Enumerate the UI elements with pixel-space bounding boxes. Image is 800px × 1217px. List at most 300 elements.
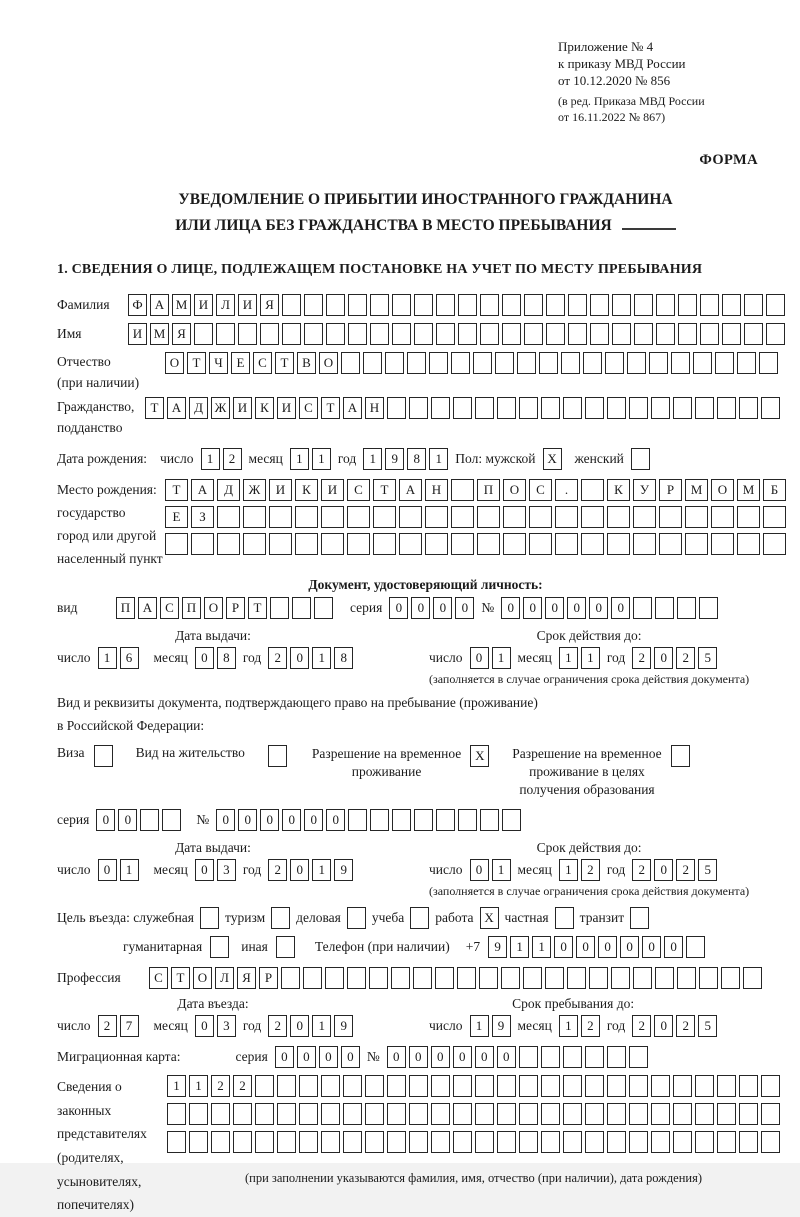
char-cell[interactable]: Ч — [209, 352, 228, 374]
char-cell[interactable]: 0 — [453, 1046, 472, 1068]
tourism-checkbox[interactable] — [271, 907, 290, 929]
char-cell[interactable] — [436, 809, 455, 831]
char-cell[interactable]: 2 — [233, 1075, 252, 1097]
char-cell[interactable]: 0 — [470, 647, 489, 669]
char-cell[interactable] — [629, 1131, 648, 1153]
char-cell[interactable]: Т — [275, 352, 294, 374]
char-cell[interactable]: 0 — [96, 809, 115, 831]
char-cell[interactable]: 7 — [120, 1015, 139, 1037]
char-cell[interactable]: 0 — [290, 859, 309, 881]
char-cell[interactable] — [763, 506, 786, 528]
char-cell[interactable]: С — [253, 352, 272, 374]
char-cell[interactable]: 1 — [312, 859, 331, 881]
char-cell[interactable]: 0 — [501, 597, 520, 619]
char-cell[interactable]: С — [160, 597, 179, 619]
char-cell[interactable] — [568, 294, 587, 316]
char-cell[interactable] — [255, 1103, 274, 1125]
char-cell[interactable]: 1 — [120, 859, 139, 881]
char-cell[interactable] — [347, 506, 370, 528]
char-cell[interactable] — [211, 1103, 230, 1125]
char-cell[interactable]: С — [149, 967, 168, 989]
char-cell[interactable]: Т — [165, 479, 188, 501]
char-cell[interactable] — [655, 597, 674, 619]
official-checkbox[interactable] — [200, 907, 219, 929]
char-cell[interactable]: А — [167, 397, 186, 419]
male-checkbox[interactable]: X — [543, 448, 562, 470]
char-cell[interactable] — [541, 397, 560, 419]
char-cell[interactable] — [387, 1075, 406, 1097]
char-cell[interactable]: О — [204, 597, 223, 619]
char-cell[interactable] — [519, 1075, 538, 1097]
char-cell[interactable] — [387, 397, 406, 419]
char-cell[interactable] — [673, 1103, 692, 1125]
char-cell[interactable] — [649, 352, 668, 374]
char-cell[interactable]: Н — [425, 479, 448, 501]
char-cell[interactable] — [347, 533, 370, 555]
char-cell[interactable] — [475, 1131, 494, 1153]
char-cell[interactable] — [743, 967, 762, 989]
char-cell[interactable] — [431, 1103, 450, 1125]
char-cell[interactable] — [585, 1131, 604, 1153]
char-cell[interactable]: П — [477, 479, 500, 501]
char-cell[interactable]: 0 — [455, 597, 474, 619]
char-cell[interactable] — [766, 323, 785, 345]
char-cell[interactable]: И — [233, 397, 252, 419]
char-cell[interactable] — [321, 1075, 340, 1097]
char-cell[interactable] — [457, 967, 476, 989]
char-cell[interactable]: Я — [237, 967, 256, 989]
char-cell[interactable] — [292, 597, 311, 619]
char-cell[interactable]: К — [255, 397, 274, 419]
char-cell[interactable]: И — [269, 479, 292, 501]
char-cell[interactable]: 1 — [363, 448, 382, 470]
char-cell[interactable]: 1 — [581, 647, 600, 669]
char-cell[interactable]: 2 — [268, 859, 287, 881]
char-cell[interactable]: Ж — [211, 397, 230, 419]
char-cell[interactable]: 6 — [120, 647, 139, 669]
char-cell[interactable] — [165, 533, 188, 555]
char-cell[interactable]: 0 — [554, 936, 573, 958]
char-cell[interactable] — [759, 352, 778, 374]
char-cell[interactable]: И — [194, 294, 213, 316]
char-cell[interactable]: А — [191, 479, 214, 501]
char-cell[interactable]: 2 — [268, 1015, 287, 1037]
char-cell[interactable] — [546, 323, 565, 345]
char-cell[interactable] — [529, 506, 552, 528]
char-cell[interactable] — [656, 323, 675, 345]
other-checkbox[interactable] — [276, 936, 295, 958]
char-cell[interactable]: Д — [217, 479, 240, 501]
char-cell[interactable]: Ф — [128, 294, 147, 316]
char-cell[interactable]: А — [138, 597, 157, 619]
char-cell[interactable] — [766, 294, 785, 316]
char-cell[interactable]: В — [297, 352, 316, 374]
char-cell[interactable] — [451, 479, 474, 501]
char-cell[interactable]: 1 — [189, 1075, 208, 1097]
char-cell[interactable] — [678, 294, 697, 316]
char-cell[interactable] — [370, 294, 389, 316]
char-cell[interactable]: А — [399, 479, 422, 501]
char-cell[interactable]: 0 — [238, 809, 257, 831]
char-cell[interactable]: 0 — [275, 1046, 294, 1068]
char-cell[interactable] — [365, 1131, 384, 1153]
char-cell[interactable] — [365, 1103, 384, 1125]
char-cell[interactable] — [425, 533, 448, 555]
char-cell[interactable] — [458, 323, 477, 345]
char-cell[interactable] — [451, 506, 474, 528]
char-cell[interactable] — [711, 506, 734, 528]
char-cell[interactable]: М — [685, 479, 708, 501]
char-cell[interactable] — [627, 352, 646, 374]
business-checkbox[interactable] — [347, 907, 366, 929]
char-cell[interactable]: 1 — [559, 1015, 578, 1037]
char-cell[interactable] — [429, 352, 448, 374]
char-cell[interactable]: 1 — [312, 1015, 331, 1037]
char-cell[interactable]: Д — [189, 397, 208, 419]
char-cell[interactable]: 2 — [676, 1015, 695, 1037]
char-cell[interactable] — [581, 479, 604, 501]
char-cell[interactable] — [737, 352, 756, 374]
char-cell[interactable] — [217, 506, 240, 528]
char-cell[interactable] — [590, 323, 609, 345]
char-cell[interactable] — [503, 533, 526, 555]
char-cell[interactable]: П — [182, 597, 201, 619]
char-cell[interactable] — [761, 1075, 780, 1097]
char-cell[interactable]: 5 — [698, 647, 717, 669]
char-cell[interactable] — [722, 323, 741, 345]
char-cell[interactable] — [348, 294, 367, 316]
char-cell[interactable] — [611, 967, 630, 989]
char-cell[interactable] — [451, 352, 470, 374]
char-cell[interactable] — [605, 352, 624, 374]
char-cell[interactable]: 1 — [510, 936, 529, 958]
char-cell[interactable]: Т — [373, 479, 396, 501]
char-cell[interactable] — [341, 352, 360, 374]
char-cell[interactable] — [585, 397, 604, 419]
char-cell[interactable]: 1 — [98, 647, 117, 669]
char-cell[interactable]: 0 — [598, 936, 617, 958]
char-cell[interactable] — [399, 533, 422, 555]
char-cell[interactable] — [633, 506, 656, 528]
char-cell[interactable] — [563, 1075, 582, 1097]
char-cell[interactable] — [373, 533, 396, 555]
char-cell[interactable] — [321, 533, 344, 555]
char-cell[interactable] — [392, 323, 411, 345]
char-cell[interactable]: Р — [259, 967, 278, 989]
char-cell[interactable]: О — [503, 479, 526, 501]
char-cell[interactable]: 0 — [290, 1015, 309, 1037]
char-cell[interactable] — [561, 352, 580, 374]
char-cell[interactable] — [304, 323, 323, 345]
char-cell[interactable] — [321, 506, 344, 528]
char-cell[interactable] — [585, 1103, 604, 1125]
char-cell[interactable] — [436, 294, 455, 316]
char-cell[interactable] — [325, 967, 344, 989]
char-cell[interactable]: 1 — [201, 448, 220, 470]
char-cell[interactable]: З — [191, 506, 214, 528]
char-cell[interactable] — [140, 809, 159, 831]
char-cell[interactable] — [385, 352, 404, 374]
char-cell[interactable] — [277, 1131, 296, 1153]
char-cell[interactable]: М — [172, 294, 191, 316]
char-cell[interactable] — [695, 1103, 714, 1125]
char-cell[interactable] — [761, 1103, 780, 1125]
char-cell[interactable] — [270, 597, 289, 619]
char-cell[interactable] — [585, 1075, 604, 1097]
char-cell[interactable]: С — [299, 397, 318, 419]
char-cell[interactable] — [295, 506, 318, 528]
char-cell[interactable]: Т — [187, 352, 206, 374]
char-cell[interactable] — [737, 533, 760, 555]
char-cell[interactable]: Р — [659, 479, 682, 501]
char-cell[interactable] — [314, 597, 333, 619]
residence-permit-checkbox[interactable] — [268, 745, 287, 767]
char-cell[interactable] — [685, 506, 708, 528]
char-cell[interactable]: 0 — [470, 859, 489, 881]
char-cell[interactable]: 0 — [282, 809, 301, 831]
char-cell[interactable]: 2 — [632, 1015, 651, 1037]
char-cell[interactable] — [255, 1075, 274, 1097]
char-cell[interactable]: Т — [171, 967, 190, 989]
char-cell[interactable]: 0 — [387, 1046, 406, 1068]
char-cell[interactable] — [524, 294, 543, 316]
char-cell[interactable] — [497, 1103, 516, 1125]
char-cell[interactable]: 0 — [654, 1015, 673, 1037]
char-cell[interactable] — [634, 294, 653, 316]
char-cell[interactable] — [348, 323, 367, 345]
char-cell[interactable] — [721, 967, 740, 989]
char-cell[interactable]: 0 — [545, 597, 564, 619]
char-cell[interactable] — [695, 397, 714, 419]
char-cell[interactable]: 9 — [334, 859, 353, 881]
char-cell[interactable]: 0 — [319, 1046, 338, 1068]
char-cell[interactable]: Я — [172, 323, 191, 345]
char-cell[interactable] — [216, 323, 235, 345]
char-cell[interactable]: Л — [215, 967, 234, 989]
char-cell[interactable] — [629, 1075, 648, 1097]
char-cell[interactable] — [458, 294, 477, 316]
char-cell[interactable] — [589, 967, 608, 989]
char-cell[interactable] — [563, 397, 582, 419]
char-cell[interactable] — [524, 323, 543, 345]
char-cell[interactable] — [722, 294, 741, 316]
char-cell[interactable] — [612, 294, 631, 316]
char-cell[interactable] — [373, 506, 396, 528]
char-cell[interactable]: 9 — [385, 448, 404, 470]
char-cell[interactable]: . — [555, 479, 578, 501]
char-cell[interactable] — [387, 1131, 406, 1153]
char-cell[interactable]: К — [607, 479, 630, 501]
char-cell[interactable]: 0 — [431, 1046, 450, 1068]
char-cell[interactable]: 0 — [475, 1046, 494, 1068]
char-cell[interactable]: Я — [260, 294, 279, 316]
char-cell[interactable] — [744, 294, 763, 316]
char-cell[interactable] — [607, 1131, 626, 1153]
char-cell[interactable]: 1 — [492, 859, 511, 881]
char-cell[interactable]: 0 — [216, 809, 235, 831]
char-cell[interactable]: 8 — [407, 448, 426, 470]
char-cell[interactable] — [495, 352, 514, 374]
char-cell[interactable]: 0 — [304, 809, 323, 831]
char-cell[interactable] — [700, 323, 719, 345]
char-cell[interactable] — [453, 397, 472, 419]
study-checkbox[interactable] — [410, 907, 429, 929]
char-cell[interactable]: 0 — [389, 597, 408, 619]
char-cell[interactable] — [497, 1075, 516, 1097]
char-cell[interactable]: У — [633, 479, 656, 501]
char-cell[interactable]: 8 — [334, 647, 353, 669]
char-cell[interactable] — [763, 533, 786, 555]
char-cell[interactable] — [633, 967, 652, 989]
char-cell[interactable] — [167, 1103, 186, 1125]
char-cell[interactable] — [673, 397, 692, 419]
char-cell[interactable] — [583, 352, 602, 374]
char-cell[interactable] — [693, 352, 712, 374]
char-cell[interactable] — [480, 809, 499, 831]
char-cell[interactable] — [695, 1131, 714, 1153]
char-cell[interactable]: И — [321, 479, 344, 501]
char-cell[interactable] — [295, 533, 318, 555]
char-cell[interactable] — [409, 1075, 428, 1097]
char-cell[interactable]: 3 — [217, 1015, 236, 1037]
work-checkbox[interactable]: X — [480, 907, 499, 929]
char-cell[interactable] — [633, 597, 652, 619]
char-cell[interactable]: 0 — [195, 859, 214, 881]
char-cell[interactable] — [321, 1131, 340, 1153]
char-cell[interactable]: О — [165, 352, 184, 374]
char-cell[interactable]: 5 — [698, 859, 717, 881]
char-cell[interactable] — [563, 1046, 582, 1068]
char-cell[interactable]: 2 — [676, 859, 695, 881]
char-cell[interactable] — [519, 397, 538, 419]
char-cell[interactable] — [243, 533, 266, 555]
char-cell[interactable]: 1 — [492, 647, 511, 669]
char-cell[interactable] — [699, 597, 718, 619]
char-cell[interactable] — [453, 1075, 472, 1097]
char-cell[interactable] — [392, 809, 411, 831]
char-cell[interactable] — [409, 1131, 428, 1153]
char-cell[interactable] — [651, 1075, 670, 1097]
char-cell[interactable] — [502, 809, 521, 831]
char-cell[interactable]: 0 — [576, 936, 595, 958]
char-cell[interactable] — [480, 323, 499, 345]
char-cell[interactable]: 0 — [523, 597, 542, 619]
char-cell[interactable]: 0 — [118, 809, 137, 831]
char-cell[interactable] — [191, 533, 214, 555]
char-cell[interactable] — [737, 506, 760, 528]
char-cell[interactable] — [629, 1103, 648, 1125]
char-cell[interactable] — [436, 323, 455, 345]
char-cell[interactable] — [414, 294, 433, 316]
char-cell[interactable]: 0 — [642, 936, 661, 958]
char-cell[interactable]: 1 — [470, 1015, 489, 1037]
char-cell[interactable] — [501, 967, 520, 989]
char-cell[interactable] — [503, 506, 526, 528]
char-cell[interactable]: 1 — [559, 859, 578, 881]
char-cell[interactable] — [233, 1103, 252, 1125]
char-cell[interactable]: 0 — [497, 1046, 516, 1068]
char-cell[interactable] — [189, 1131, 208, 1153]
char-cell[interactable]: 8 — [217, 647, 236, 669]
char-cell[interactable] — [282, 323, 301, 345]
char-cell[interactable] — [541, 1103, 560, 1125]
char-cell[interactable] — [435, 967, 454, 989]
char-cell[interactable] — [299, 1075, 318, 1097]
char-cell[interactable] — [409, 397, 428, 419]
char-cell[interactable] — [717, 1075, 736, 1097]
char-cell[interactable]: И — [238, 294, 257, 316]
char-cell[interactable] — [739, 397, 758, 419]
char-cell[interactable] — [211, 1131, 230, 1153]
char-cell[interactable]: 0 — [195, 647, 214, 669]
char-cell[interactable] — [238, 323, 257, 345]
char-cell[interactable]: 0 — [433, 597, 452, 619]
char-cell[interactable] — [194, 323, 213, 345]
char-cell[interactable]: 0 — [195, 1015, 214, 1037]
char-cell[interactable]: 2 — [676, 647, 695, 669]
char-cell[interactable] — [546, 294, 565, 316]
char-cell[interactable] — [523, 967, 542, 989]
char-cell[interactable] — [217, 533, 240, 555]
char-cell[interactable] — [673, 1131, 692, 1153]
char-cell[interactable] — [414, 323, 433, 345]
char-cell[interactable] — [167, 1131, 186, 1153]
char-cell[interactable]: Ж — [243, 479, 266, 501]
char-cell[interactable]: А — [343, 397, 362, 419]
char-cell[interactable] — [651, 397, 670, 419]
char-cell[interactable]: Л — [216, 294, 235, 316]
char-cell[interactable] — [475, 1075, 494, 1097]
private-checkbox[interactable] — [555, 907, 574, 929]
char-cell[interactable] — [162, 809, 181, 831]
char-cell[interactable] — [717, 1131, 736, 1153]
edu-permit-checkbox[interactable] — [671, 745, 690, 767]
char-cell[interactable]: П — [116, 597, 135, 619]
char-cell[interactable] — [651, 1103, 670, 1125]
humanitarian-checkbox[interactable] — [210, 936, 229, 958]
char-cell[interactable]: 0 — [98, 859, 117, 881]
char-cell[interactable] — [695, 1075, 714, 1097]
char-cell[interactable] — [744, 323, 763, 345]
char-cell[interactable]: 0 — [620, 936, 639, 958]
char-cell[interactable] — [739, 1103, 758, 1125]
char-cell[interactable] — [563, 1131, 582, 1153]
char-cell[interactable]: 9 — [334, 1015, 353, 1037]
char-cell[interactable] — [761, 1131, 780, 1153]
char-cell[interactable]: Т — [145, 397, 164, 419]
char-cell[interactable] — [233, 1131, 252, 1153]
char-cell[interactable] — [699, 967, 718, 989]
char-cell[interactable]: 0 — [654, 647, 673, 669]
char-cell[interactable]: Е — [231, 352, 250, 374]
char-cell[interactable] — [299, 1103, 318, 1125]
char-cell[interactable] — [678, 323, 697, 345]
char-cell[interactable]: 2 — [223, 448, 242, 470]
char-cell[interactable] — [677, 597, 696, 619]
char-cell[interactable] — [326, 323, 345, 345]
char-cell[interactable] — [659, 506, 682, 528]
char-cell[interactable]: 0 — [260, 809, 279, 831]
char-cell[interactable] — [269, 506, 292, 528]
char-cell[interactable]: 0 — [409, 1046, 428, 1068]
char-cell[interactable] — [633, 533, 656, 555]
char-cell[interactable] — [519, 1103, 538, 1125]
char-cell[interactable] — [431, 1075, 450, 1097]
char-cell[interactable] — [581, 533, 604, 555]
char-cell[interactable]: 2 — [211, 1075, 230, 1097]
char-cell[interactable]: 9 — [488, 936, 507, 958]
char-cell[interactable] — [659, 533, 682, 555]
